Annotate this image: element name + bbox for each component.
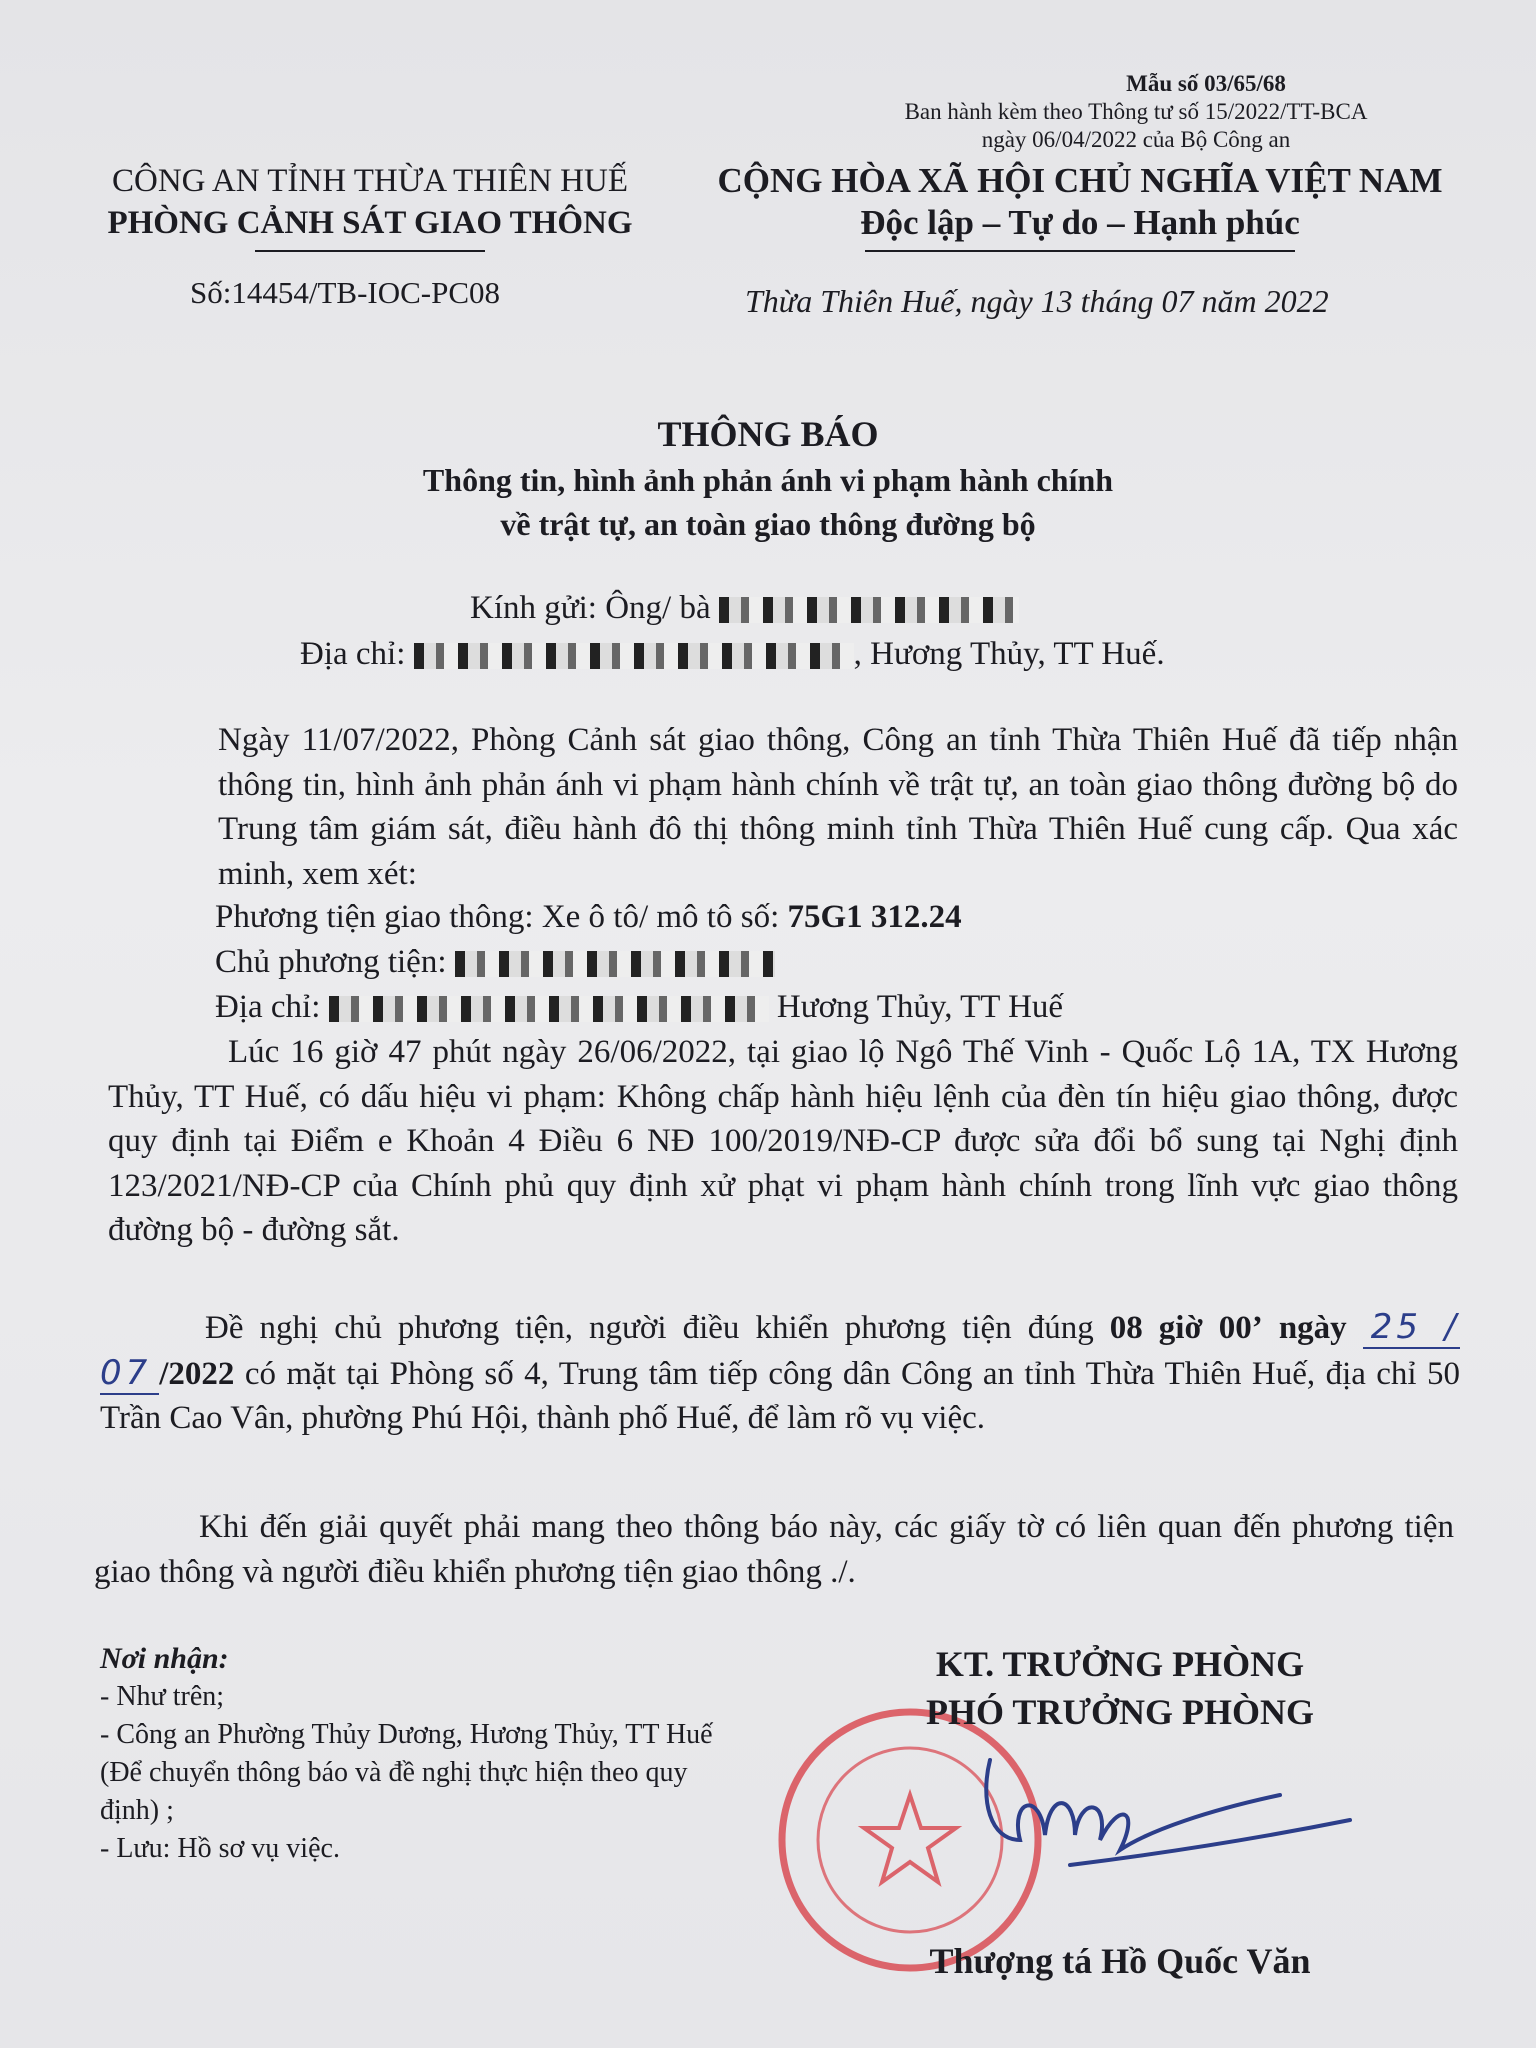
- redacted-name: [719, 597, 1019, 623]
- signature-line2: PHÓ TRƯỞNG PHÒNG: [925, 1692, 1314, 1732]
- owner-address-tail: Hương Thủy, TT Huế: [776, 989, 1064, 1025]
- owner-address-label: Địa chỉ:: [215, 989, 321, 1025]
- agency-parent: CÔNG AN TỈNH THỪA THIÊN HUẾ: [111, 163, 628, 199]
- recipient-block: [300, 585, 1165, 677]
- recipient-address-tail: , Hương Thủy, TT Huế.: [853, 636, 1165, 672]
- owner-label: Chủ phương tiện:: [215, 944, 447, 980]
- recipient-greeting: Kính gửi: Ông/ bà: [470, 590, 711, 626]
- agency-rule: [255, 250, 485, 252]
- redacted-address: [414, 643, 854, 669]
- recipients-item: - Lưu: Hồ sơ vụ việc.: [100, 1833, 340, 1864]
- signer-name: Thượng tá Hồ Quốc Văn: [929, 1941, 1311, 1981]
- request-time: 08 giờ 00’: [1109, 1310, 1263, 1346]
- signature-block: [840, 1640, 1400, 1736]
- request-year: /2022: [159, 1355, 235, 1392]
- title-sub2: về trật tự, an toàn giao thông đường bộ: [500, 506, 1036, 542]
- paragraph-intro-text: Ngày 11/07/2022, Phòng Cảnh sát giao thông, Công an tỉnh Thừa Thiên Huế đã tiếp nhận thông tin, hình ảnh phản ánh vi phạm hành chính về trật tự, an toàn giao thông đường bộ do Trung tâm giám sát, điều hành đô thị thông minh tỉnh Thừa Thiên Huế cung cấp. Qua xác minh, xem xét:: [218, 722, 1458, 892]
- request-text-a: Đề nghị chủ phương tiện, người điều khiển phương tiện đúng: [205, 1310, 1094, 1346]
- redacted-owner-address: [329, 996, 769, 1022]
- redacted-owner: [455, 951, 775, 977]
- recipients-item: - Công an Phường Thủy Dương, Hương Thủy, TT Huế (Để chuyển thông báo và đề nghị thực hiện theo quy định) ;: [100, 1719, 713, 1826]
- plate-number: 75G1 312.24: [787, 899, 962, 935]
- vehicle-label: Phương tiện giao thông: Xe ô tô/ mô tô số:: [215, 899, 780, 935]
- title-main: THÔNG BÁO: [657, 414, 879, 454]
- recipients-head: Nơi nhận:: [100, 1642, 229, 1675]
- form-issued: Ban hành kèm theo Thông tư số 15/2022/TT-BCA: [904, 99, 1368, 124]
- place-date: Thừa Thiên Huế, ngày 13 tháng 07 năm 2022: [745, 283, 1329, 319]
- signature-line1: KT. TRƯỞNG PHÒNG: [935, 1644, 1305, 1684]
- recipients-item: - Như trên;: [100, 1681, 225, 1712]
- form-code: Mẫu số 03/65/68: [1126, 71, 1286, 96]
- recipients-list: [100, 1640, 740, 1868]
- notice-title: [0, 410, 1536, 546]
- form-code-block: [836, 70, 1436, 154]
- agency-dept: PHÒNG CẢNH SÁT GIAO THÔNG: [107, 205, 633, 241]
- motto-rule: [865, 250, 1295, 252]
- nation-motto: Độc lập – Tự do – Hạnh phúc: [860, 203, 1300, 242]
- handwritten-signature: [950, 1740, 1370, 1890]
- vehicle-block: [215, 895, 1063, 1030]
- nation-name: CỘNG HÒA XÃ HỘI CHỦ NGHĨA VIỆT NAM: [717, 161, 1443, 200]
- nation-header: [690, 160, 1470, 252]
- paragraph-intro: [118, 718, 1458, 896]
- paragraph-closing: Khi đến giải quyết phải mang theo thông báo này, các giấy tờ có liên quan đến phương tiện giao thông và người điều khiển phương tiện giao thông ./.: [94, 1509, 1454, 1590]
- document-number: Số:14454/TB-IOC-PC08: [190, 275, 501, 310]
- request-text-b: có mặt tại Phòng số 4, Trung tâm tiếp công dân Công an tỉnh Thừa Thiên Huế, địa chỉ 50 Trần Cao Vân, phường Phú Hội, thành phố Huế, để làm rõ vụ việc.: [100, 1355, 1460, 1436]
- title-sub1: Thông tin, hình ảnh phản ánh vi phạm hành chính: [422, 462, 1114, 498]
- agency-header: [70, 160, 670, 252]
- recipient-address-label: Địa chỉ:: [300, 636, 406, 672]
- request-ngay: ngày: [1278, 1310, 1347, 1346]
- paragraph-violation: Lúc 16 giờ 47 phút ngày 26/06/2022, tại giao lộ Ngô Thế Vinh - Quốc Lộ 1A, TX Hương Thủy, TT Huế, có dấu hiệu vi phạm: Không chấp hành hiệu lệnh của đèn tín hiệu giao thông, được quy định tại Điểm e Khoản 4 Điều 6 NĐ 100/2019/NĐ-CP được sửa đổi bổ sung tại Nghị định 123/2021/NĐ-CP của Chính phủ quy định xử phạt vi phạm hành chính trong lĩnh vực giao thông đường bộ - đường sắt.: [108, 1034, 1458, 1248]
- paragraph-request: [100, 1305, 1460, 1441]
- handwritten-date: 25 / 07: [100, 1307, 1461, 1393]
- form-issued-date: ngày 06/04/2022 của Bộ Công an: [981, 127, 1291, 152]
